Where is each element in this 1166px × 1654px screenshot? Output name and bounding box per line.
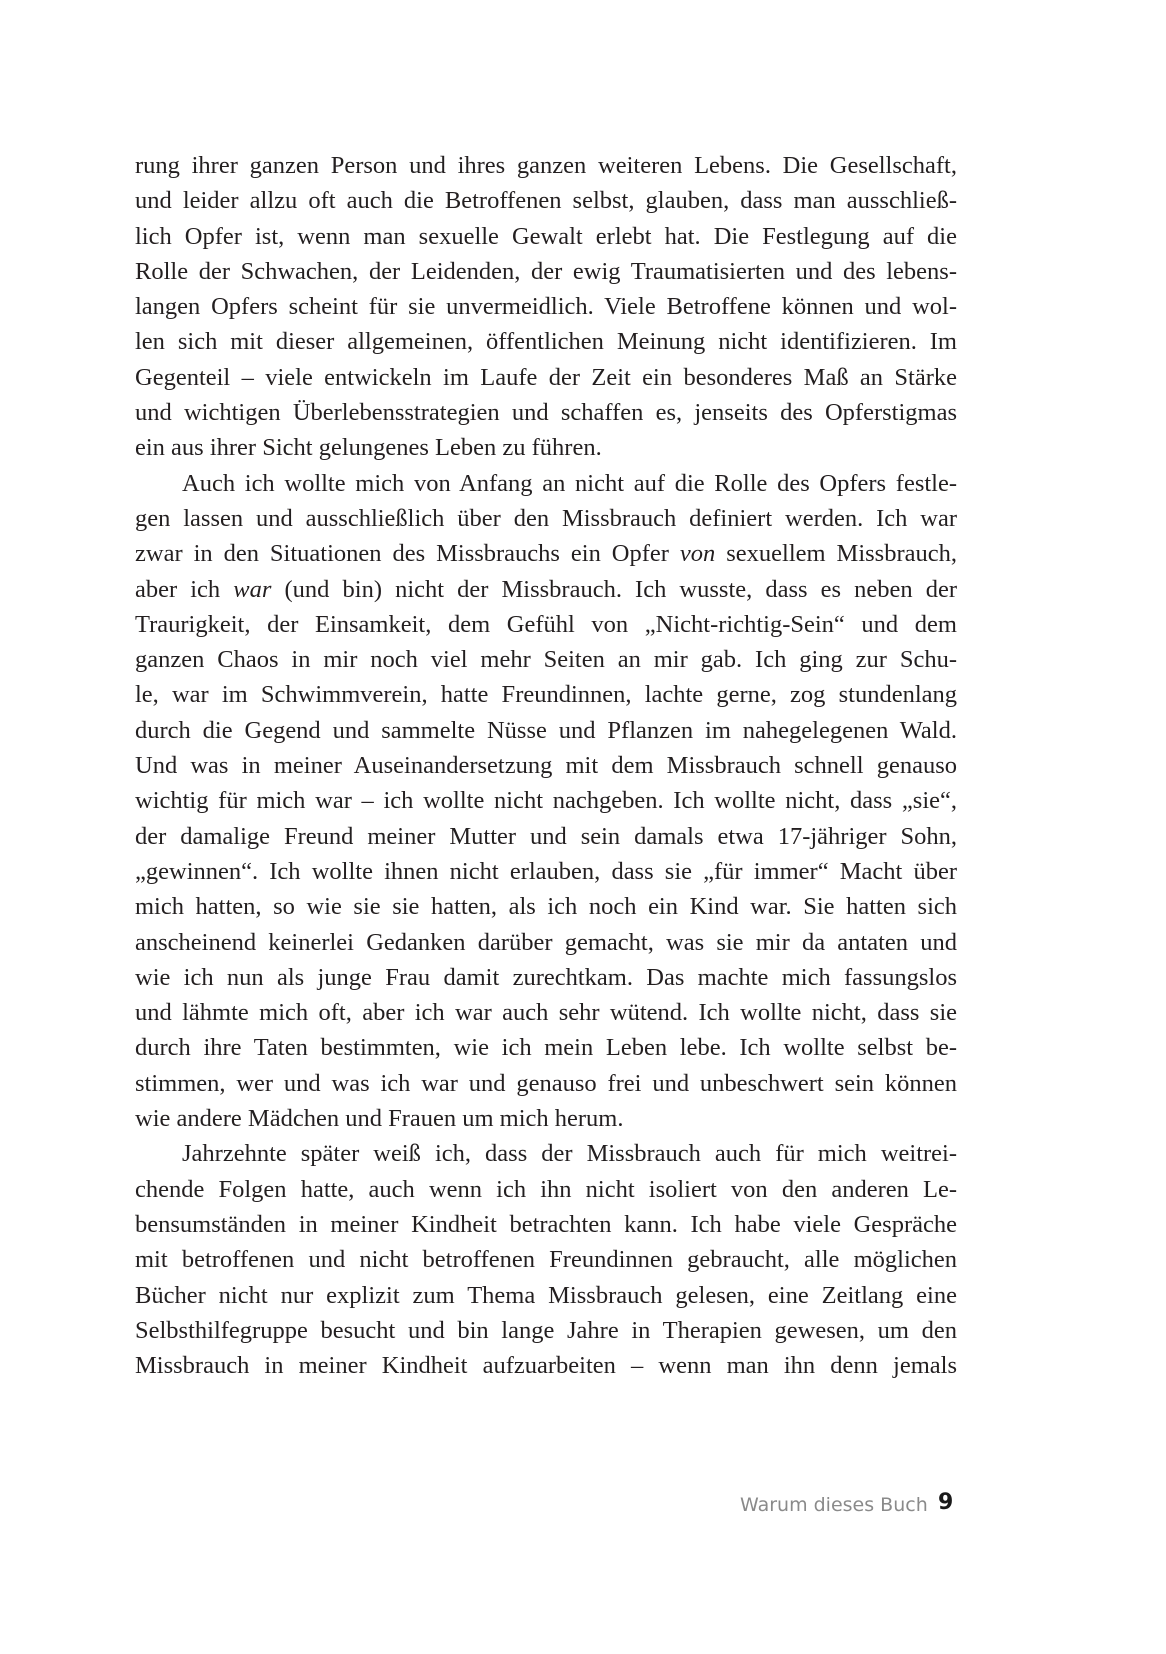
text-line: stimmen, wer und was ich war und genauso frei und unbeschwert sein können	[135, 1069, 957, 1097]
text-line: „gewinnen“. Ich wollte ihnen nicht erlauben, dass sie „für immer“ Macht über	[135, 857, 957, 885]
text-line: bensumständen in meiner Kindheit betrachten kann. Ich habe viele Gespräche	[135, 1210, 957, 1238]
text-line: ein aus ihrer Sicht gelungenes Leben zu führen.	[135, 434, 602, 462]
text-line: len sich mit dieser allgemeinen, öffentlichen Meinung nicht identifizieren. Im	[135, 328, 957, 356]
text-line	[135, 536, 957, 571]
text-line: Jahrzehnte später weiß ich, dass der Missbrauch auch für mich weitrei-	[182, 1140, 957, 1168]
text-line: wie ich nun als junge Frau damit zurechtkam. Das machte mich fassungslos	[135, 963, 957, 991]
running-footer-title: Warum dieses Buch	[740, 1494, 928, 1516]
text-line	[135, 572, 957, 607]
text-line: mich hatten, so wie sie sie hatten, als ich noch ein Kind war. Sie hatten sich	[135, 893, 957, 921]
text-line: langen Opfers scheint für sie unvermeidlich. Viele Betroffene können und wol-	[135, 293, 957, 321]
text-segment: (und bin) nicht der Missbrauch. Ich wusste, dass es neben der	[271, 575, 957, 603]
text-line: ganzen Chaos in mir noch viel mehr Seiten an mir gab. Ich ging zur Schu-	[135, 646, 957, 674]
text-segment: zwar in den Situationen des Missbrauchs ein Opfer	[135, 540, 680, 568]
text-line: Gegenteil – viele entwickeln im Laufe der Zeit ein besonderes Maß an Stärke	[135, 363, 957, 391]
text-line: der damalige Freund meiner Mutter und sein damals etwa 17-jähriger Sohn,	[135, 822, 957, 850]
text-line: und leider allzu oft auch die Betroffenen selbst, glauben, dass man ausschließ-	[135, 187, 957, 215]
text-segment: sexuellem Missbrauch,	[715, 540, 957, 568]
emphasized-word: war	[233, 575, 272, 603]
text-line: Rolle der Schwachen, der Leidenden, der ewig Traumatisierten und des lebens-	[135, 257, 957, 285]
text-segment: aber ich	[135, 575, 234, 603]
text-line: Missbrauch in meiner Kindheit aufzuarbeiten – wenn man ihn denn jemals	[135, 1352, 957, 1380]
text-line: wichtig für mich war – ich wollte nicht nachgeben. Ich wollte nicht, dass „sie“,	[135, 787, 957, 815]
text-line: le, war im Schwimmverein, hatte Freundinnen, lachte gerne, zog stundenlang	[135, 681, 957, 709]
text-line: chende Folgen hatte, auch wenn ich ihn nicht isoliert von den anderen Le-	[135, 1175, 957, 1203]
text-line: durch ihre Taten bestimmten, wie ich mein Leben lebe. Ich wollte selbst be-	[135, 1034, 957, 1062]
text-line: mit betroffenen und nicht betroffenen Freundinnen gebraucht, alle möglichen	[135, 1246, 957, 1274]
emphasized-word: von	[679, 540, 716, 568]
text-line: rung ihrer ganzen Person und ihres ganzen weiteren Lebens. Die Gesellschaft,	[135, 152, 957, 179]
body-text	[135, 148, 957, 1383]
text-line: Auch ich wollte mich von Anfang an nicht auf die Rolle des Opfers festle-	[182, 469, 957, 497]
text-line: Traurigkeit, der Einsamkeit, dem Gefühl von „Nicht-richtig-Sein“ und dem	[135, 610, 957, 638]
text-line: und lähmte mich oft, aber ich war auch sehr wütend. Ich wollte nicht, dass sie	[135, 999, 957, 1027]
text-line: durch die Gegend und sammelte Nüsse und Pflanzen im nahegelegenen Wald.	[135, 716, 957, 744]
text-line: gen lassen und ausschließlich über den Missbrauch definiert werden. Ich war	[135, 504, 957, 532]
text-line: Und was in meiner Auseinandersetzung mit dem Missbrauch schnell genauso	[135, 752, 957, 780]
text-line: Selbsthilfegruppe besucht und bin lange Jahre in Therapien gewesen, um den	[135, 1316, 957, 1344]
text-line: lich Opfer ist, wenn man sexuelle Gewalt erlebt hat. Die Festlegung auf die	[135, 222, 957, 250]
text-line: anscheinend keinerlei Gedanken darüber gemacht, was sie mir da antaten und	[135, 928, 957, 956]
text-line: wie andere Mädchen und Frauen um mich herum.	[135, 1105, 624, 1133]
page-number: 9	[938, 1490, 954, 1515]
text-line: Bücher nicht nur explizit zum Thema Missbrauch gelesen, eine Zeitlang eine	[135, 1281, 957, 1309]
text-line: und wichtigen Überlebensstrategien und schaffen es, jenseits des Opferstigmas	[135, 399, 957, 427]
